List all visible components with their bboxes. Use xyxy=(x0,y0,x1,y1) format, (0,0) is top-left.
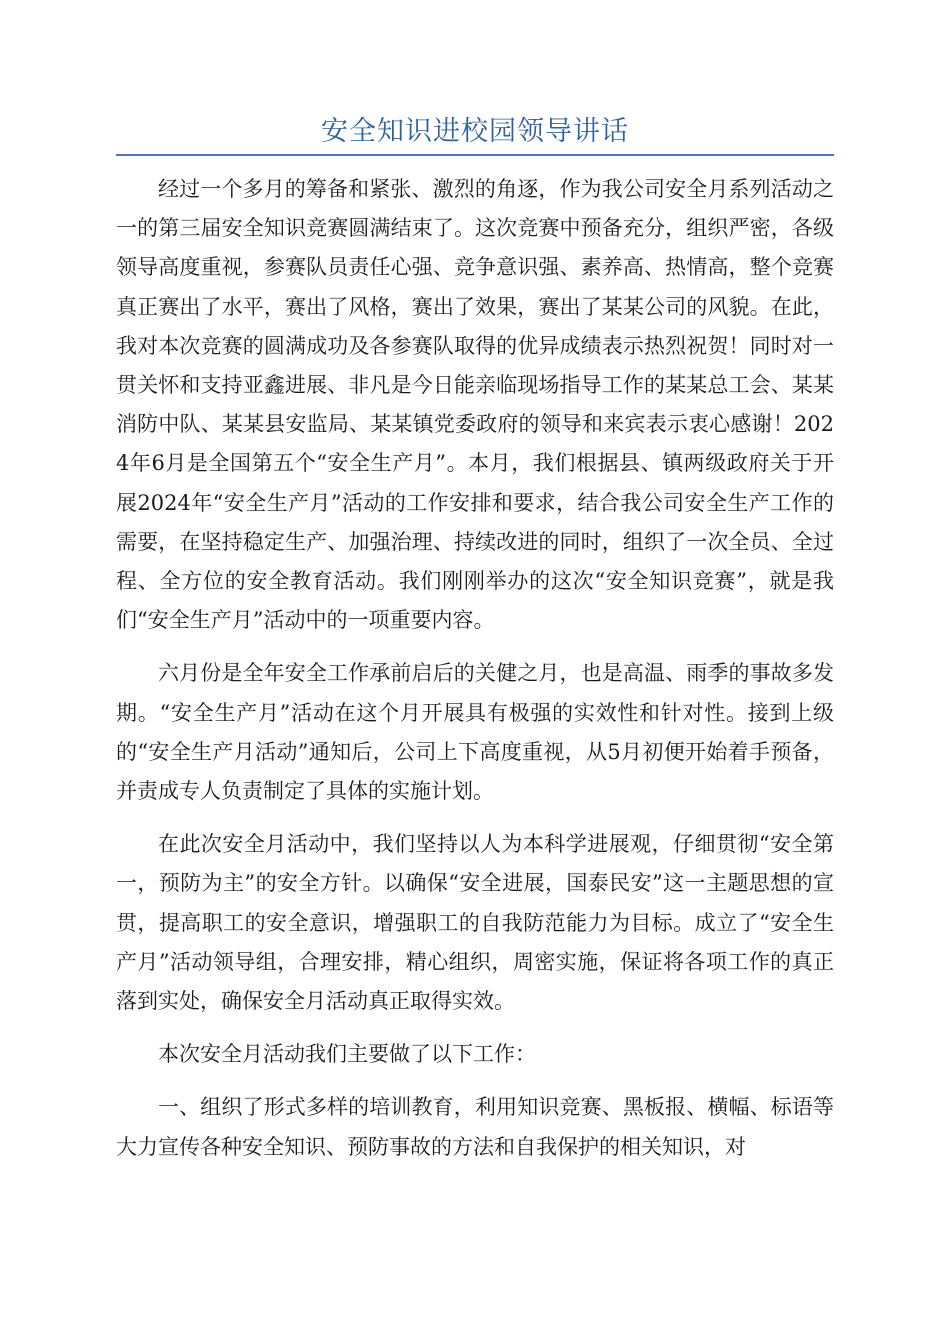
document-body xyxy=(116,170,834,1181)
paragraph-4: 本次安全月活动我们主要做了以下工作： xyxy=(158,1042,536,1067)
paragraph-2: 六月份是全年安全工作承前启后的关健之月，也是高温、雨季的事故多发期。“安全生产月”活动在这个月开展具有极强的实效性和针对性。接到上级的“安全生产月活动”通知后，公司上下高度重视，从5月初便开始着手预备，并责成专人负责制定了具体的实施计划。 xyxy=(116,661,834,804)
paragraph-5: 一、组织了形式多样的培训教育，利用知识竞赛、黑板报、横幅、标语等大力宣传各种安全知识、预防事故的方法和自我保护的相关知识，对 xyxy=(116,1095,834,1159)
paragraph-3: 在此次安全月活动中，我们坚持以人为本科学进展观，仔细贯彻“安全第一，预防为主”的安全方针。以确保“安全进展，国泰民安”这一主题思想的宣贯，提高职工的安全意识，增强职工的自我防范能力为目标。成立了“安全生产月”活动领导组，合理安排，精心组织，周密实施，保证将各项工作的真正落到实处，确保安全月活动真正取得实效。 xyxy=(116,832,834,1014)
document-title: 安全知识进校园领导讲话 xyxy=(321,116,629,147)
title-underline xyxy=(116,154,834,156)
paragraph-1: 经过一个多月的筹备和紧张、激烈的角逐，作为我公司安全月系列活动之一的第三届安全知识竞赛圆满结束了。这次竞赛中预备充分，组织严密，各级领导高度重视，参赛队员责任心强、竞争意识强、素养高、热情高，整个竞赛真正赛出了水平，赛出了风格，赛出了效果，赛出了某某公司的风貌。在此，我对本次竞赛的圆满成功及各参赛队取得的优异成绩表示热烈祝贺！同时对一贯关怀和支持亚鑫进展、非凡是今日能亲临现场指导工作的某某总工会、某某消防中队、某某县安监局、某某镇党委政府的领导和来宾表示衷心感谢！2024年6月是全国第五个“安全生产月”。本月，我们根据县、镇两级政府关于开展2024年“安全生产月”活动的工作安排和要求，结合我公司安全生产工作的需要，在坚持稳定生产、加强治理、持续改进的同时，组织了一次全员、全过程、全方位的安全教育活动。我们刚刚举办的这次“安全知识竞赛”，就是我们“安全生产月”活动中的一项重要内容。 xyxy=(116,177,834,633)
